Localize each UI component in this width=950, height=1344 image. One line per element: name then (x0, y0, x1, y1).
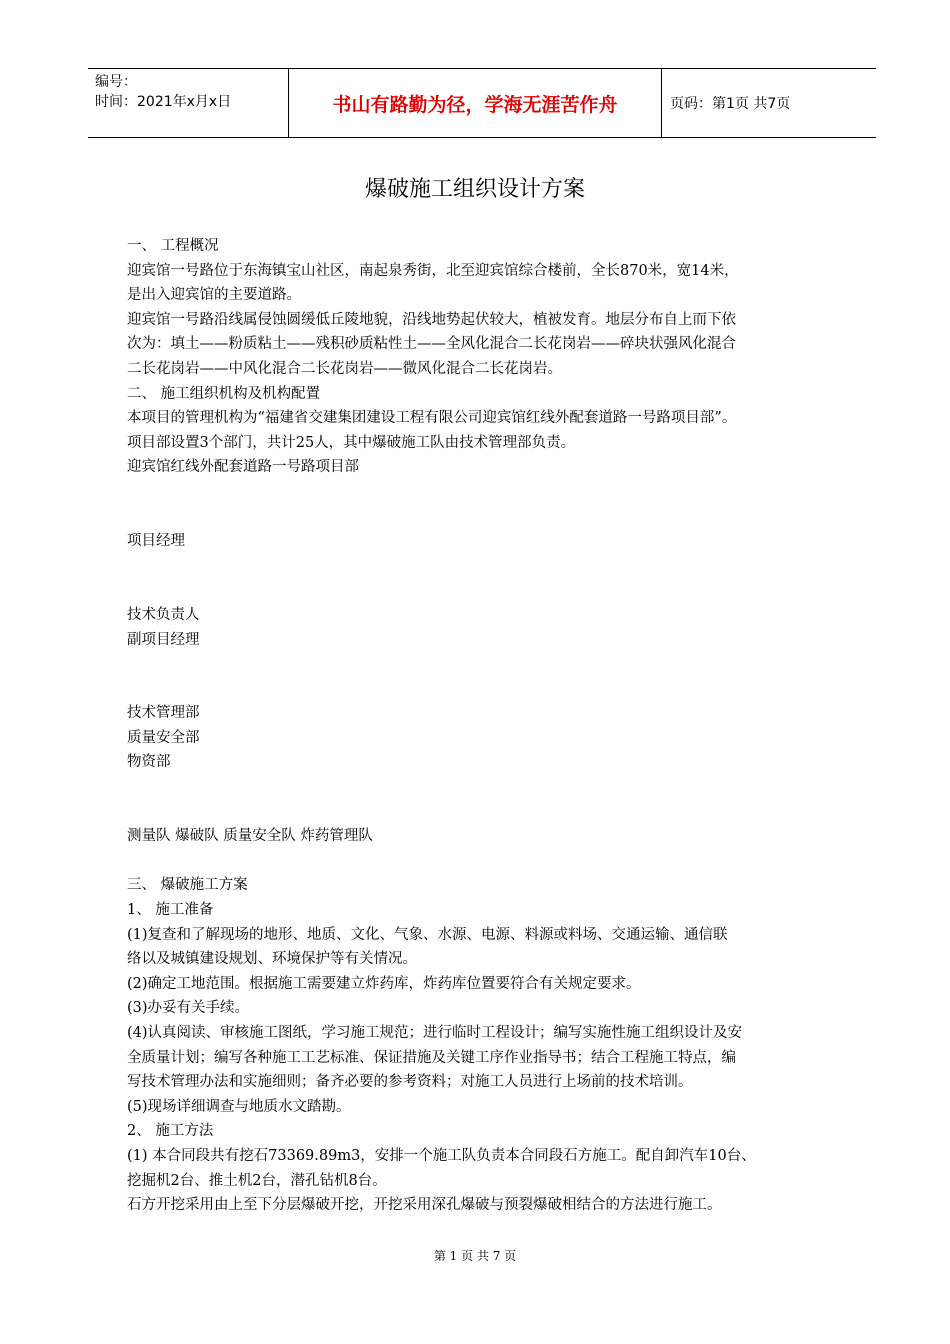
text-line (127, 775, 839, 800)
text-line (127, 578, 839, 603)
text-line: (1) 本合同段共有挖石73369.89m3，安排一个施工队负责本合同段石方施工。配自卸汽车10台、 (127, 1147, 756, 1164)
document-title: 爆破施工组织设计方案 (364, 177, 585, 202)
text-line: 三、 爆破施工方案 (127, 877, 248, 894)
text-line: 物资部 (127, 754, 171, 771)
text-line: 二长花岗岩——中风化混合二长花岗岩——微风化混合二长花岗岩。 (127, 360, 562, 377)
text-line: 全质量计划；编写各种施工工艺标准、保证措施及关键工序作业指导书；结合工程施工特点，编 (127, 1049, 736, 1066)
text-line: 次为：填土——粉质粘土——残积砂质粘性土——全风化混合二长花岗岩——碎块状强风化混合 (127, 336, 736, 353)
text-line: 技术管理部 (127, 705, 200, 722)
text-line: 项目经理 (127, 533, 185, 550)
time-label: 时间：2021年x月x日 (95, 94, 232, 110)
text-line: 质量安全部 (127, 729, 200, 746)
text-line: (5)现场详细调查与地质水文踏勘。 (127, 1098, 351, 1115)
text-line: 是出入迎宾馆的主要道路。 (127, 287, 301, 304)
number-label: 编号： (95, 74, 137, 90)
text-line: (1)复查和了解现场的地形、地质、文化、气象、水源、电源、料源或料场、交通运输、通信联 (127, 926, 728, 943)
text-line: (4)认真阅读、审核施工图纸，学习施工规范；进行临时工程设计；编写实施性施工组织设计及安 (127, 1025, 743, 1041)
text-line: 迎宾馆红线外配套道路一号路项目部 (127, 459, 359, 476)
text-line: 技术负责人 (127, 606, 200, 623)
text-line: 络以及城镇建设规划、环境保护等有关情况。 (127, 951, 417, 968)
text-line: 本项目的管理机构为“福建省交建集团建设工程有限公司迎宾馆红线外配套道路一号路项目部”。 (127, 410, 737, 427)
text-line (127, 849, 839, 874)
text-line (127, 652, 839, 677)
text-line: 项目部设置3个部门，共计25人，其中爆破施工队由技术管理部负责。 (127, 434, 576, 451)
text-line: 测量队 爆破队 质量安全队 炸药管理队 (127, 828, 373, 845)
document-body (127, 234, 839, 1218)
page-footer: 第 1 页 共 7 页 (433, 1249, 517, 1263)
text-line: 迎宾馆一号路沿线属侵蚀圆缓低丘陵地貌，沿线地势起伏较大，植被发育。地层分布自上而下依 (127, 311, 736, 328)
page-label: 页码：第1页 共7页 (670, 96, 791, 112)
header-meta (95, 72, 231, 112)
text-line: 1、 施工准备 (127, 902, 214, 919)
text-line: 挖掘机2台、推土机2台，潜孔钻机8台。 (127, 1172, 387, 1189)
text-line: 一、 工程概况 (127, 238, 219, 254)
text-line (127, 677, 839, 702)
text-line: 副项目经理 (127, 631, 200, 648)
text-line: 写技术管理办法和实施细则；备齐必要的参考资料；对施工人员进行上场前的技术培训。 (127, 1074, 693, 1091)
page-header (88, 68, 876, 138)
text-line: 迎宾馆一号路位于东海镇宝山社区，南起泉秀街，北至迎宾馆综合楼前，全长870米，宽14米， (127, 262, 739, 279)
text-line: 石方开挖采用由上至下分层爆破开挖，开挖采用深孔爆破与预裂爆破相结合的方法进行施工。 (127, 1197, 722, 1214)
text-line (127, 554, 839, 579)
motto: 书山有路勤为径，学海无涯苦作舟 (288, 69, 662, 137)
text-line (127, 480, 839, 505)
text-line (127, 800, 839, 825)
text-line (127, 505, 839, 530)
text-line: 二、 施工组织机构及机构配置 (127, 385, 321, 402)
text-line: 2、 施工方法 (127, 1123, 214, 1140)
text-line: (3)办妥有关手续。 (127, 1000, 250, 1017)
text-line: (2)确定工地范围。根据施工需要建立炸药库，炸药库位置要符合有关规定要求。 (127, 975, 641, 992)
